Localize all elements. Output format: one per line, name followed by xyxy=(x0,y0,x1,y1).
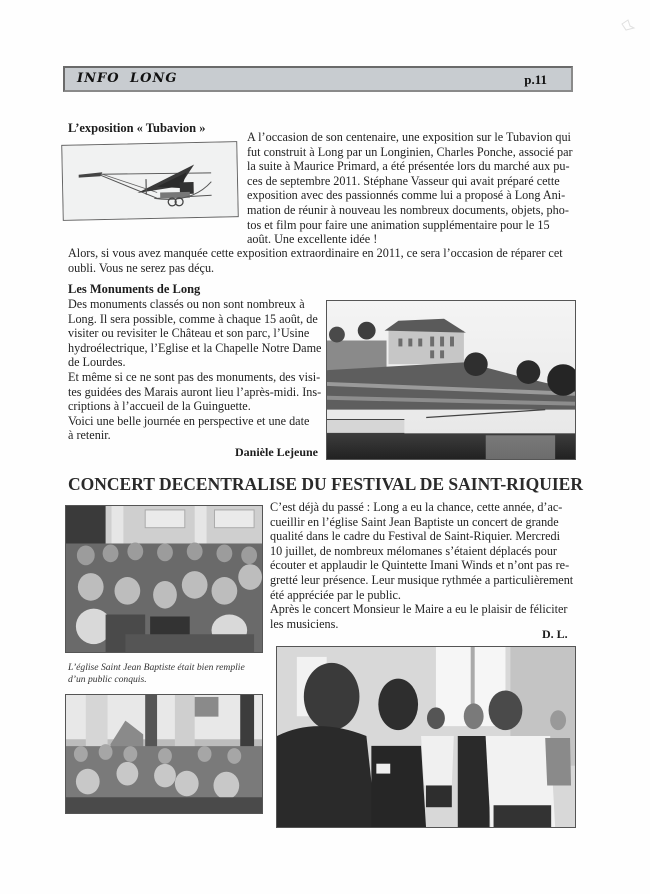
newsletter-title: INFO LONG xyxy=(77,71,178,86)
text-line: cueillir en l’église Saint Jean Baptiste un concert de grande xyxy=(270,514,559,529)
text-line: à retenir. xyxy=(68,428,111,443)
text-line: ces de septembre 2011. Stéphane Vasseur qui avait préparé cette xyxy=(247,173,560,188)
text-line: écouter et applaudir le Quintette Imani Winds et n’ont pas re- xyxy=(270,558,570,573)
monuments-heading: Les Monuments de Long xyxy=(68,282,201,296)
concert-heading: CONCERT DECENTRALISE DU FESTIVAL DE SAINT-RIQUIER xyxy=(68,474,583,494)
reception-guests-photo-icon xyxy=(277,647,575,827)
scan-artifact-icon xyxy=(620,18,636,32)
text-line: mation de réunir à nouveau les nombreux documents, objets, pho- xyxy=(247,202,569,217)
reception-photo xyxy=(276,646,576,828)
page-header-bar xyxy=(63,66,573,92)
text-line: les musiciens. xyxy=(270,616,339,631)
caption-line: d’un public conquis. xyxy=(68,674,147,685)
text-line: A l’occasion de son centenaire, une exposition sur le Tubavion qui xyxy=(247,130,571,144)
monuments-signature: Danièle Lejeune xyxy=(235,445,318,459)
text-line: Long. Il sera possible, comme à chaque 15 août, de xyxy=(68,311,318,326)
text-line: C’est déjà du passé : Long a eu la chance, cette année, d’ac- xyxy=(270,500,563,514)
caption-line: L’église Saint Jean Baptiste était bien remplie xyxy=(68,662,245,673)
airplane-illustration-icon xyxy=(62,142,238,220)
text-line: criptions à l’accueil de la Guinguette. xyxy=(68,399,251,414)
text-line: Après le concert Monsieur le Maire a eu le plaisir de féliciter xyxy=(270,602,568,617)
tubavion-heading: L’exposition « Tubavion » xyxy=(68,121,206,135)
text-line: hydroélectrique, l’Eglise et la Chapelle Notre Dame xyxy=(68,340,322,355)
text-line: qualité dans le cadre du Festival de Saint-Riquier. Mercredi xyxy=(270,529,561,544)
text-line: Et même si ce ne sont pas des monuments, des visi- xyxy=(68,369,321,384)
monuments-paragraph xyxy=(68,297,324,443)
chateau-landscape-icon xyxy=(327,301,575,459)
photo-caption xyxy=(68,662,268,686)
concert-signature: D. L. xyxy=(542,627,568,641)
concert-audience-photo-1 xyxy=(65,505,263,653)
text-line: exposition avec des passionnés comme lui a proposé à Long Ani- xyxy=(247,188,566,203)
page-number: p.11 xyxy=(524,72,547,87)
tubavion-image xyxy=(61,141,239,221)
concert-audience-photo-2 xyxy=(65,694,263,814)
text-line: la suite à Maurice Primard, a été présentée lors du marché aux pu- xyxy=(247,159,570,174)
text-line: oubli. Vous ne serez pas déçu. xyxy=(68,260,215,275)
text-line: tes guidées des Marais auront lieu l’après-midi. Ins- xyxy=(68,384,322,399)
audience-photo-icon xyxy=(66,506,262,652)
text-line: été appréciée par le public. xyxy=(270,587,401,602)
text-line: 10 juillet, de nombreux mélomanes s’étaient déplacés pour xyxy=(270,543,557,558)
text-line: gretté leur présence. Leur musique rythmée a particulièrement xyxy=(270,572,574,587)
text-line: fut construit à Long par un Longinien, Charles Ponche, associé par xyxy=(247,144,573,159)
text-line: août. Une excellente idée ! xyxy=(247,232,378,247)
text-line: Voici une belle journée en perspective et une date xyxy=(68,413,310,428)
tubavion-closing-paragraph xyxy=(68,246,588,275)
chateau-photo xyxy=(326,300,576,460)
text-line: Alors, si vous avez manquée cette exposition extraordinaire en 2011, ce sera l’occasion de réparer cet xyxy=(68,246,563,260)
concert-paragraph xyxy=(270,500,580,631)
church-audience-photo-icon xyxy=(66,695,262,813)
text-line: tos et film pour faire une animation supplémentaire pour le 15 xyxy=(247,217,550,232)
text-line: visiter ou revisiter le Château et son parc, l’Usine xyxy=(68,326,310,341)
text-line: Des monuments classés ou non sont nombreux à xyxy=(68,297,305,311)
text-line: de Lourdes. xyxy=(68,355,126,370)
tubavion-paragraph xyxy=(247,130,577,247)
